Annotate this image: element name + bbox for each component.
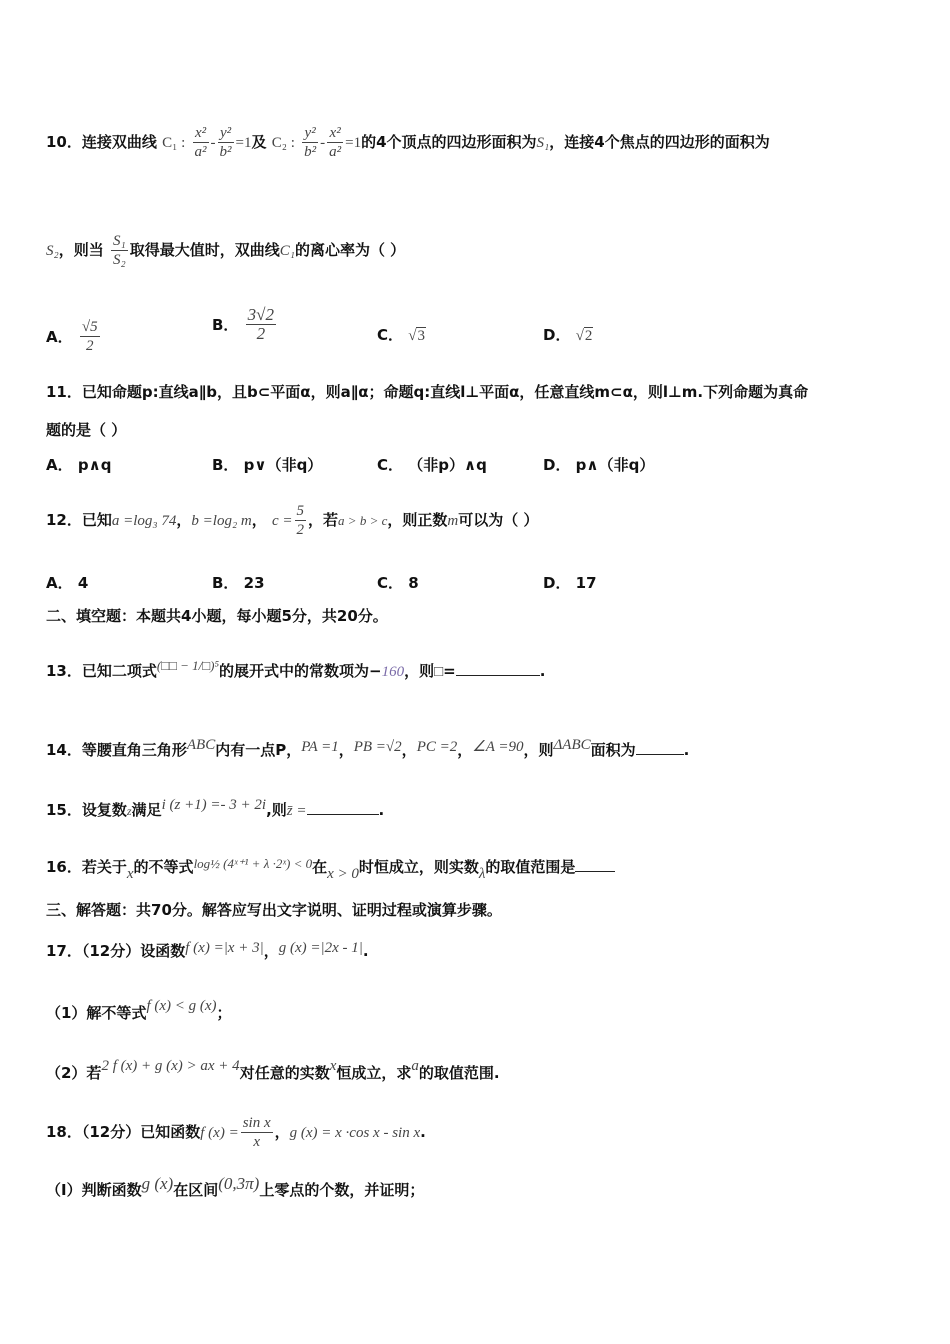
q13-line: 13．已知二项式(□□ − 1/□)⁵的展开式中的常数项为−160，则□= . [46,658,546,680]
q11-option-c[interactable]: C． （非p）∧q [377,456,487,474]
q10-option-d[interactable]: D． √2 [543,326,593,344]
q11-line2: 题的是（ ） [46,421,127,439]
answer-blank[interactable] [456,675,540,676]
answer-blank[interactable] [636,754,684,755]
section-2-heading: 二、填空题：本题共4小题，每小题5分，共20分。 [46,607,388,625]
q16-line: 16．若关于x的不等式log½ (4ˣ⁺¹ + λ ·2ˣ) < 0在x > 0时恒成立，则实数λ的取值范围是 [46,854,615,884]
ratio-fraction: $\frac{\text{S₁}}{\text{S₂}}$ [112,233,126,268]
q10-line1: 10．连接双曲线 C₁ : $\frac{\text{x²}}{\text{a²}}$ - $\frac{\text{y²}}{\text{b²}}$ =1及 C₂ : $\frac{\text{y²}}{\text{b²}}$ - $\frac{\text{x²}}{\text{a²}}$ =1的4个顶点的四边形面积为S₁，连接4个焦点的四边形的面积为 [46,125,770,160]
q12-option-b[interactable]: B． 23 [212,574,265,592]
q11-line1: 11．已知命题p:直线a∥b，且b⊂平面α，则a∥α；命题q:直线l⊥平面α，任意直线m⊂α，则l⊥m.下列命题为真命 [46,383,809,401]
c1-label: C₁ : [162,135,186,151]
answer-blank[interactable] [575,871,615,872]
fraction: $\frac{\text{sin x}}{x}$ [242,1115,271,1150]
fraction: $\frac{\text{y²}}{\text{b²}}$ [219,125,232,160]
fraction: $\frac{\text{y²}}{\text{b²}}$ [304,125,317,160]
binomial-expression: (□□ − 1/□)⁵ [156,658,219,673]
fraction: $\frac{5}{2}$ [296,503,305,538]
q12-option-d[interactable]: D． 17 [543,574,597,592]
fraction: $\frac{\text{x²}}{\text{a²}}$ [329,125,342,160]
q10-option-b[interactable]: B． $\frac{3√2}{2}$ [212,305,275,343]
q18-line: 18．（12分）已知函数f (x) = $\frac{\text{sin x}}{x}$ ，g (x) = x ·cos x - sin x. [46,1115,426,1150]
q17-line: 17．（12分）设函数f (x) =|x + 3|，g (x) =|2x - 1|. [46,940,369,960]
q17-part1: （1）解不等式f (x) < g (x)； [46,998,232,1022]
q11-option-b[interactable]: B． p∨（非q） [212,456,323,474]
sqrt-symbol: √3 [408,328,425,344]
q10-option-a[interactable]: A． $\frac{√5}{2}$ [46,319,98,354]
q12-option-c[interactable]: C． 8 [377,574,419,592]
q10-option-c[interactable]: C． √3 [377,326,425,344]
c2-label: C₂ : [271,135,295,151]
q11-option-d[interactable]: D． p∧（非q） [543,456,655,474]
q12-line: 12．已知a =log₃ 74，b =log₂ m， c = $\frac{5}{2}$ ，若a > b > c，则正数m可以为（ ） [46,503,539,538]
q18-part1: （Ⅰ）判断函数g (x)在区间(0,3π)上零点的个数，并证明； [46,1174,425,1199]
q11-option-a[interactable]: A． p∧q [46,456,112,474]
q17-part2: （2）若2 f (x) + g (x) > ax + 4对任意的实数x恒成立，求a的取值范围. [46,1058,500,1082]
q14-line: 14．等腰直角三角形ABC内有一点P，PA =1，PB =√2，PC =2，∠A =90，则ΔABC面积为 . [46,737,690,759]
q15-line: 15．设复数z满足i (z +1) =- 3 + 2i,则z̄ = . [46,797,385,819]
answer-blank[interactable] [307,814,379,815]
q10-line2: S₂，则当 $\frac{\text{S₁}}{\text{S₂}}$ 取得最大值时，双曲线C₁的离心率为（ ） [46,233,406,268]
sqrt-symbol: √2 [575,328,593,344]
section-3-heading: 三、解答题：共70分。解答应写出文字说明、证明过程或演算步骤。 [46,901,502,919]
q12-option-a[interactable]: A． 4 [46,574,89,592]
fraction: $\frac{\text{x²}}{\text{a²}}$ [194,125,207,160]
